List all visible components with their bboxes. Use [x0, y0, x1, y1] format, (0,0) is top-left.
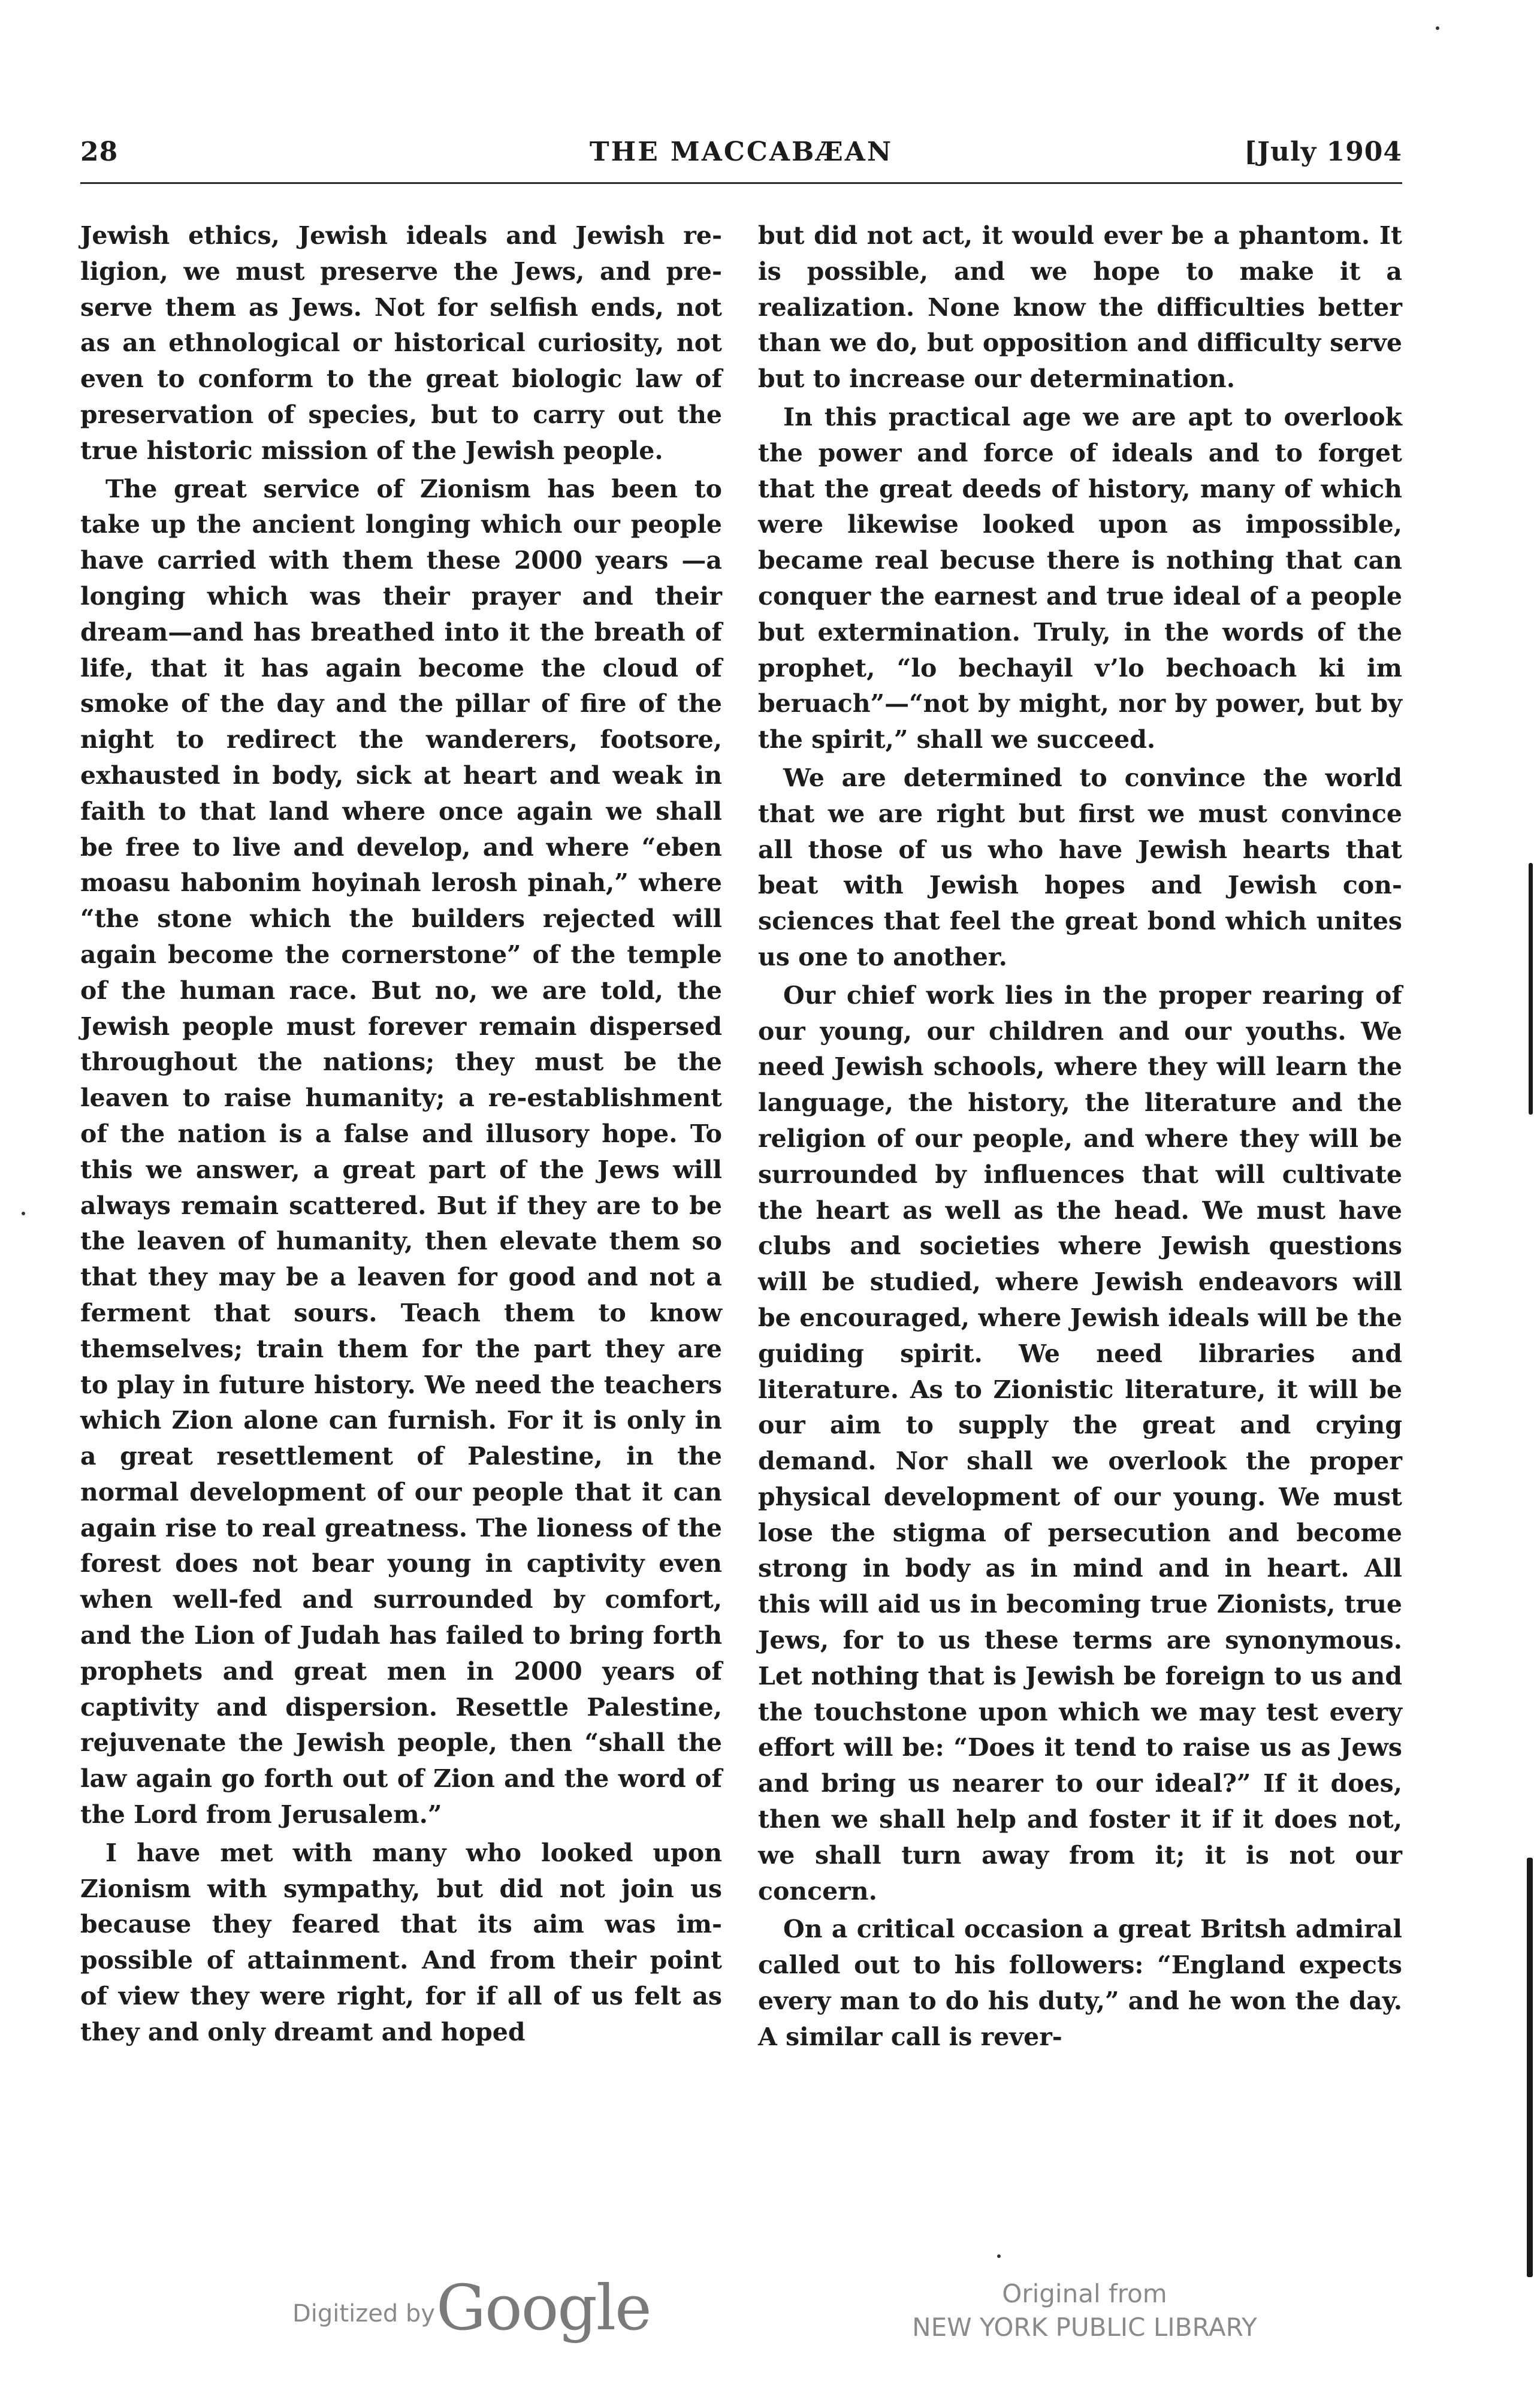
- scan-speck: [22, 1212, 25, 1215]
- page-number: 28: [80, 137, 119, 167]
- paragraph: We are determined to convince the world that we are right but first we must convince all those of us who have Jewish hearts that beat with Jewish hopes and Jewish consciences that feel the great bond which unites us one to another.: [758, 763, 1402, 971]
- google-logo: Google: [436, 2271, 651, 2344]
- paragraph: Our chief work lies in the proper rearing of our young, our children and our youths. We need Jewish schools, where they will learn the language, the history, the literature and the religion of our people, and where they will be surrounded by influences that will cultivate the heart as well as the head. We must have clubs and societies where Jewish questions will be studied, where Jewish endeavors will be encouraged, where Jewish ideals will be the guiding spirit. We need libraries and literature. As to Zionistic literature, it will be our aim to supply the great and crying demand. Nor shall we overlook the proper physical development of our young. We must lose the stigma of persecution and become strong in body as in mind and in heart. All this will aid us in becoming true Zionists, true Jews, for to us these terms are synonymous. Let nothing that is Jewish be foreign to us and the touchstone upon which we may test every effort will be: “Does it tend to raise us as Jews and bring us nearer to our ideal?” If it does, then we shall help and foster it if it does not, we shall turn away from it; it is not our concern.: [758, 980, 1402, 1906]
- scan-speck: [1436, 26, 1439, 30]
- paragraph: but did not act, it would ever be a phantom. It is possible, and we hope to make it a realization. None know the difficulties better than we do, but opposition and difficulty serve but to increase our determination.: [758, 221, 1402, 394]
- digitized-by-label: Digitized by: [292, 2300, 435, 2327]
- journal-title: THE MACCABÆAN: [589, 137, 893, 167]
- issue-date: [July 1904: [1244, 137, 1402, 167]
- page-edge-shadow: [1529, 863, 1533, 1115]
- page-edge-shadow: [1527, 1858, 1533, 2277]
- paragraph: The great service of Zionism has been to take up the ancient longing which our people have carried with them these 2000 years —a longing which was their prayer and their dream—and has breathed into it the breath of life, that it has again become the cloud of smoke of the day and the pillar of fire of the night to redirect the wanderers, footsore, exhausted in body, sick at heart and weak in faith to that land where once again we shall be free to live and develop, and where “eben moasu habonim hoyinah lerosh pinah,” where “the stone which the builders rejected will again become the cornerstone” of the temple of the human race. But no, we are told, the Jewish people must forever remain dispersed throughout the nations; they must be the leaven to raise humanity; a re-establishment of the nation is a false and illusory hope. To this we answer, a great part of the Jews will always remain scattered. But if they are to be the leaven of humanity, then elevate them so that they may be a leaven for good and not a ferment that sours. Teach them to know themselves; train them for the part they are to play in future history. We need the teachers which Zion alone can furnish. For it is only in a great resettlement of Palestine, in the normal development of our people that it can again rise to real greatness. The lioness of the forest does not bear young in captivity even when well-fed and surrounded by comfort, and the Lion of Judah has failed to bring forth prophets and great men in 2000 years of captivity and dispersion. Resettle Palestine, rejuvenate the Jewish people, then “shall the law again go forth out of Zion and the word of the Lord from Jerusalem.”: [80, 474, 722, 1830]
- scan-speck: [997, 2254, 1001, 2258]
- running-header: [80, 137, 1402, 179]
- paragraph: I have met with many who looked upon Zionism with sympathy, but did not join us because they feared that its aim was impossible of attainment. And from their point of view they were right, for if all of us felt as they and only dreamt and hoped: [80, 1838, 722, 2046]
- paragraph: Jewish ethics, Jewish ideals and Jewish religion, we must preserve the Jews, and preserve them as Jews. Not for selfish ends, not as an ethnological or historical curiosity, not even to conform to the great biologic law of preservation of species, but to carry out the true historic mission of the Jewish people.: [80, 221, 722, 465]
- left-column: [80, 218, 722, 2053]
- header-rule: [80, 182, 1402, 184]
- library-attribution: [899, 2277, 1270, 2344]
- original-from-label: Original from: [1002, 2279, 1167, 2308]
- library-name: NEW YORK PUBLIC LIBRARY: [912, 2313, 1257, 2342]
- paragraph: In this practical age we are apt to overlook the power and force of ideals and to forget that the great deeds of history, many of which were likewise looked upon as impossible, became real becuse there is nothing that can conquer the earnest and true ideal of a people but extermination. Truly, in the words of the prophet, “lo bechayil v’lo bechoach ki im beruach”—“not by might, nor by power, but by the spirit,” shall we succeed.: [758, 402, 1402, 754]
- paragraph: On a critical occasion a great Britsh admiral called out to his followers: “England expects every man to do his duty,” and he won the day. A similar call is rever-: [758, 1915, 1402, 2051]
- right-column: [758, 218, 1402, 2058]
